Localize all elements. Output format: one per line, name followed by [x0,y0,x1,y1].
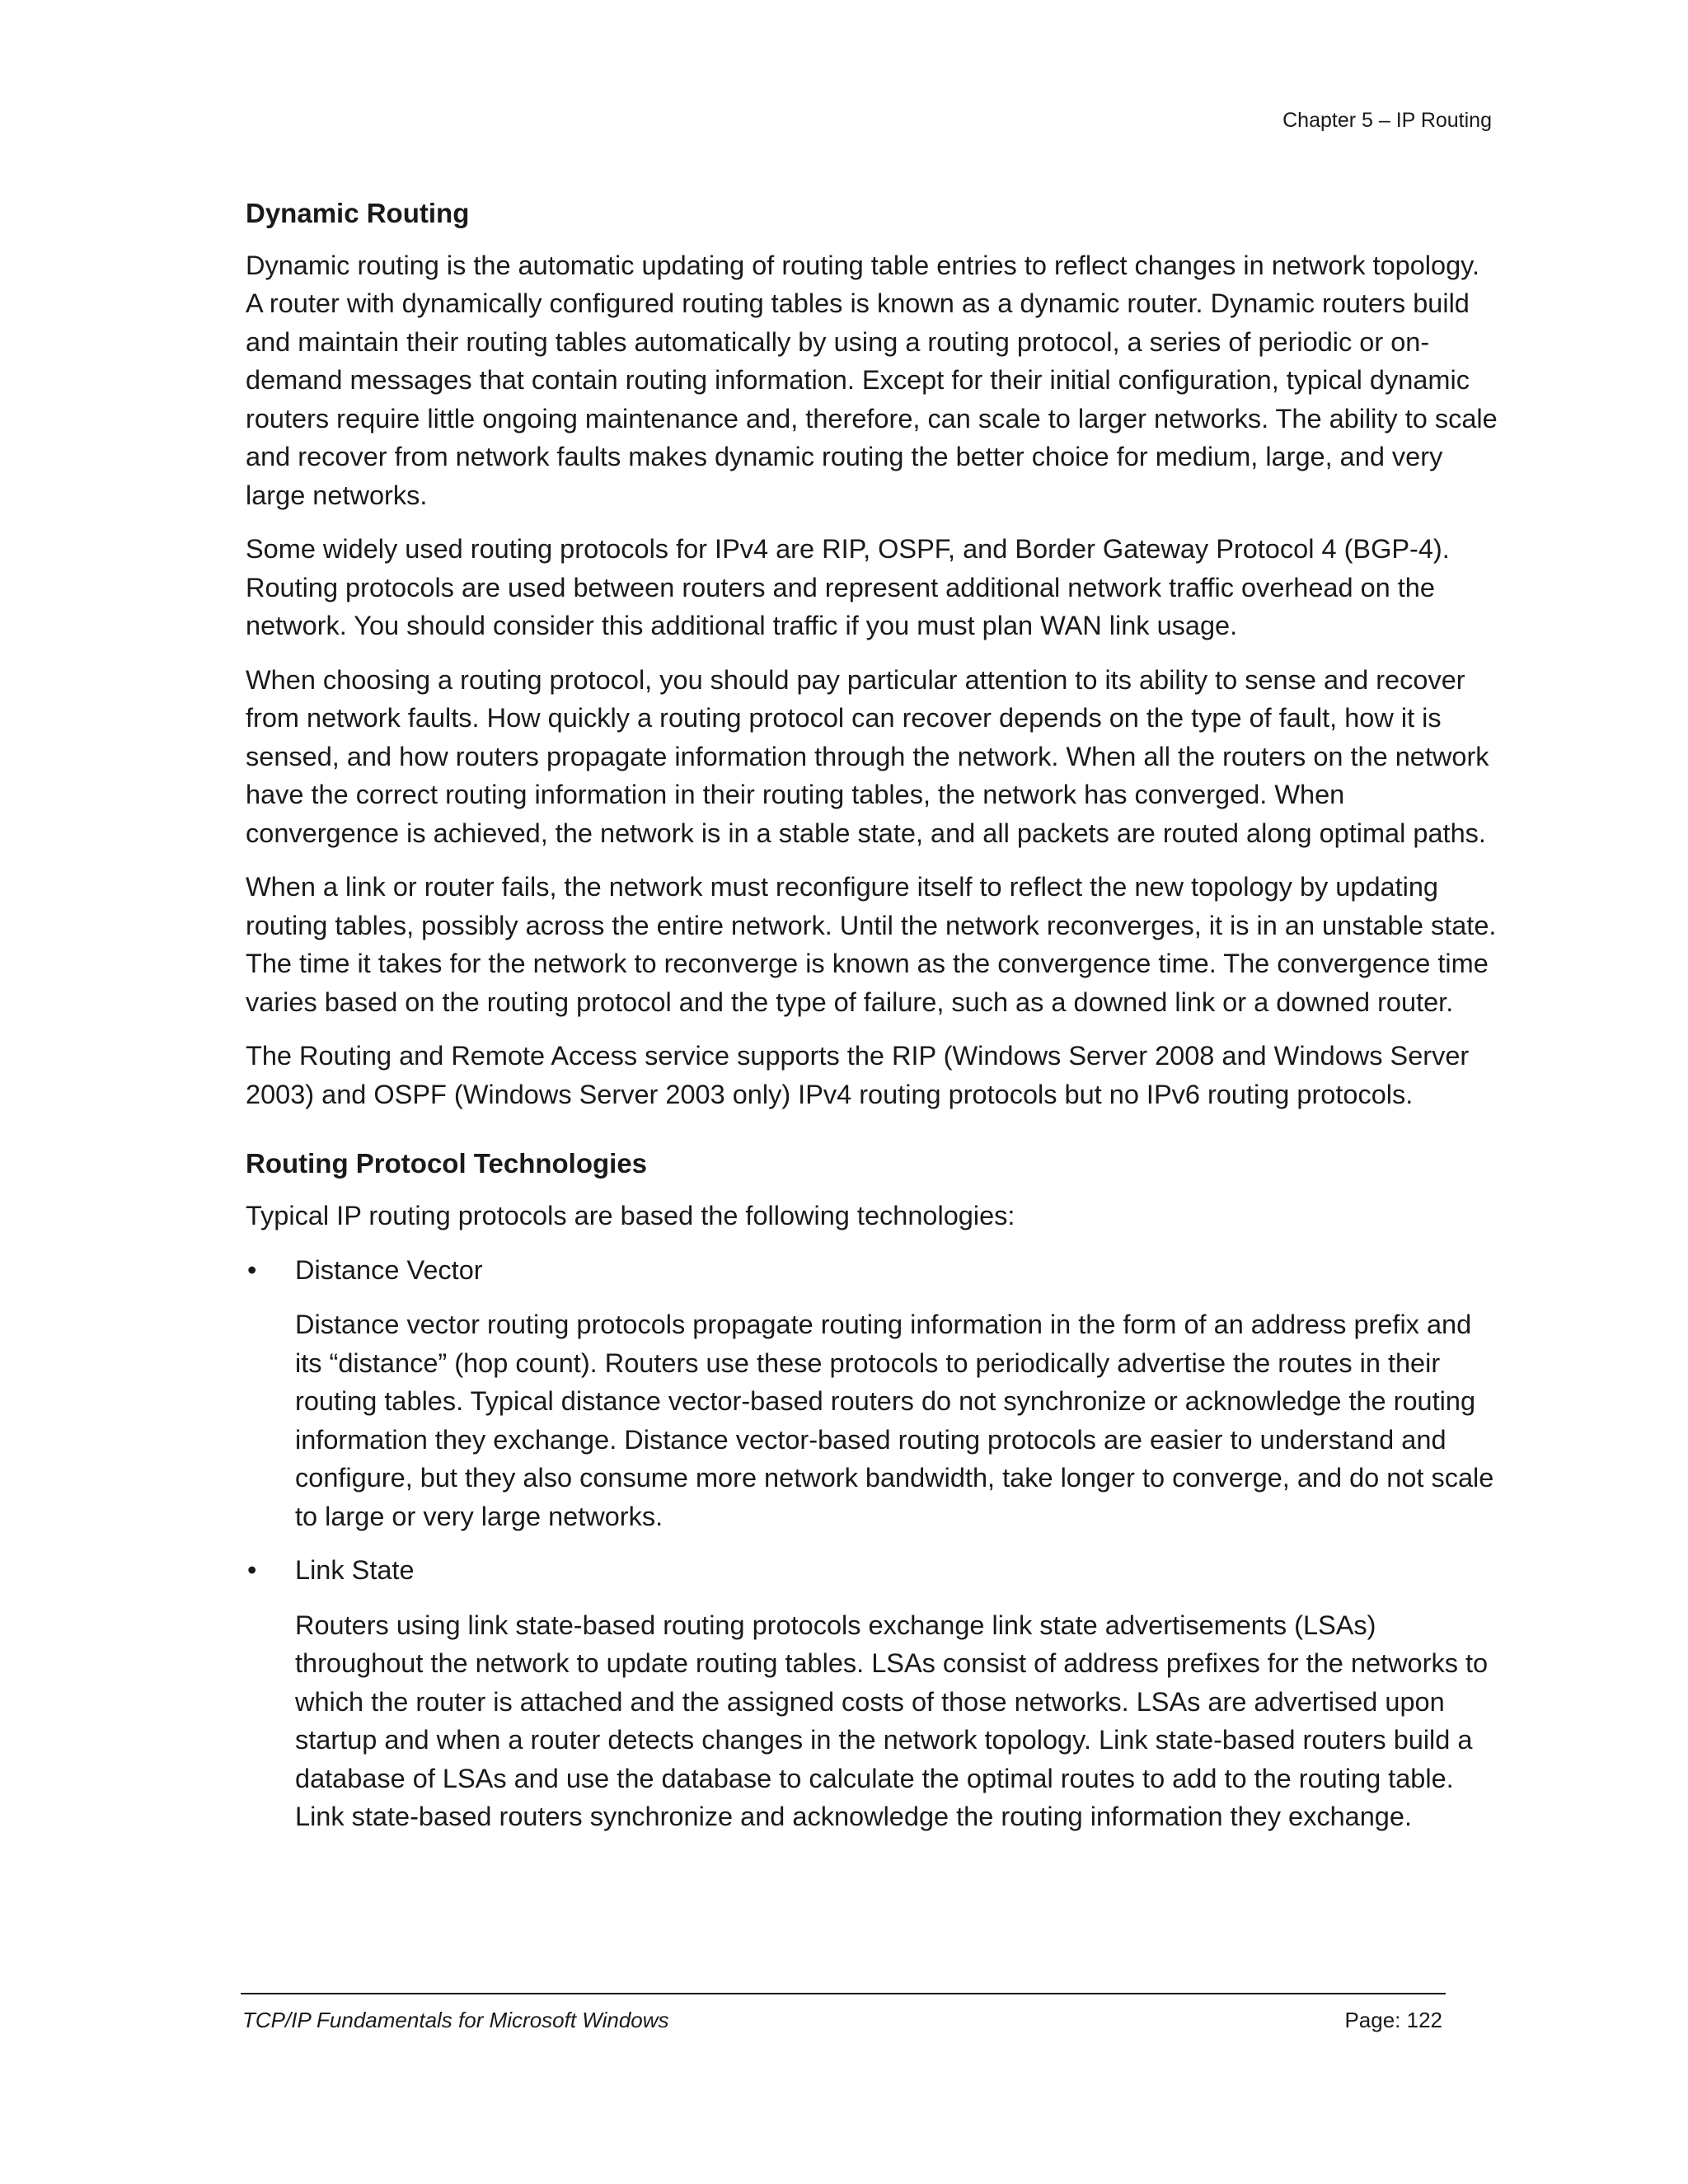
paragraph: When a link or router fails, the network must reconfigure itself to reflect the new topology by updating routing tables, possibly across the entire network. Until the network reconverges, it is in an unstable state. The time it takes for the network to reconverge is known as the convergence time. The convergence time varies based on the routing protocol and the type of failure, such as a downed link or a downed router. [246,872,1497,1017]
bullet-marker: • [247,1555,257,1586]
bullet-term: Distance Vector [295,1254,483,1285]
paragraph: The Routing and Remote Access service supports the RIP (Windows Server 2008 and Windows Server 2003) and OSPF (Windows Server 2003 only) IPv4 routing protocols but no IPv6 routing protocols. [246,1041,1470,1109]
bullet-item-link-state [246,1551,1498,1590]
paragraph: Dynamic routing is the automatic updating of routing table entries to reflect changes in network topology. A router with dynamically configured routing tables is known as a dynamic router. Dynamic routers build and maintain their routing tables automatically by using a routing protocol, a series of periodic or on-demand messages that contain routing information. Except for their initial configuration, typical dynamic routers require little ongoing maintenance and, therefore, can scale to larger networks. The ability to scale and recover from network faults makes dynamic routing the better choice for medium, large, and very large networks. [246,250,1498,510]
bullet-marker: • [247,1254,257,1285]
footer-page-number: Page: 122 [1344,2008,1442,2032]
section-heading-dynamic-routing: Dynamic Routing [246,198,470,228]
paragraph: Some widely used routing protocols for IPv4 are RIP, OSPF, and Border Gateway Protocol 4 (BGP-4). Routing protocols are used between routers and represent additional network traffic overhead on the network. You should consider this additional traffic if you must plan WAN link usage. [246,534,1450,641]
paragraph: When choosing a routing protocol, you should pay particular attention to its ability to sense and recover from network faults. How quickly a routing protocol can recover depends on the type of fault, how it is sensed, and how routers propagate information through the network. When all the routers on the network have the correct routing information in their routing tables, the network has converged. When convergence is achieved, the network is in a stable state, and all packets are routed along optimal paths. [246,664,1489,848]
bullet-description: Routers using link state-based routing protocols exchange link state advertisements (LSAs) throughout the network to update routing tables. LSAs consist of address prefixes for the networks to which the router is attached and the assigned costs of those networks. LSAs are advertised upon startup and when a router detects changes in the network topology. Link state-based routers build a database of LSAs and use the database to calculate the optimal routes to add to the routing table. Link state-based routers synchronize and acknowledge the routing information they exchange. [295,1610,1489,1832]
bullet-item-distance-vector [246,1251,1498,1290]
running-header: Chapter 5 – IP Routing [1282,109,1492,132]
footer-divider [241,1993,1446,1994]
bullet-term: Link State [295,1555,415,1586]
bullet-description: Distance vector routing protocols propagate routing information in the form of an address prefix and its “distance” (hop count). Routers use these protocols to periodically advertise the routes in their routing tables. Typical distance vector-based routers do not synchronize or acknowledge the routing information they exchange. Distance vector-based routing protocols are easier to understand and configure, but they also consume more network bandwidth, take longer to converge, and do not scale to large or very large networks. [295,1310,1494,1531]
section-heading-routing-protocol-technologies: Routing Protocol Technologies [246,1148,648,1179]
paragraph-intro: Typical IP routing protocols are based the following technologies: [246,1201,1015,1231]
footer-book-title: TCP/IP Fundamentals for Microsoft Windows [242,2008,669,2032]
page-content [246,196,1498,1852]
